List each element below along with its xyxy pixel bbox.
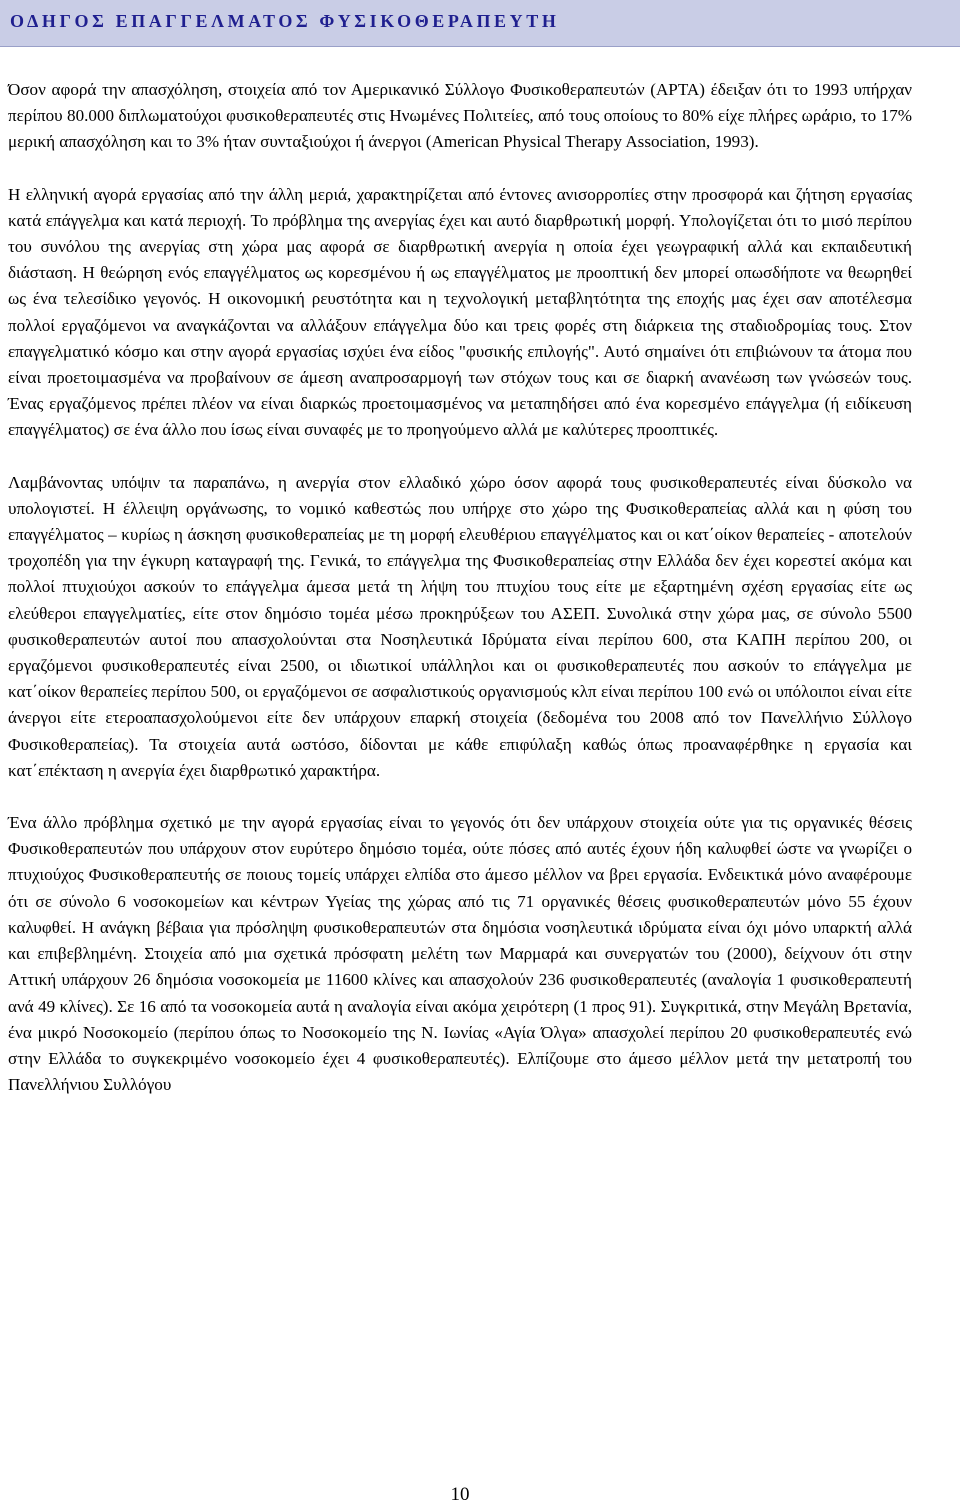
document-body <box>8 77 912 1098</box>
page-number: 10 <box>450 1484 470 1505</box>
paragraph-greek-labor-market: Η ελληνική αγορά εργασίας από την άλλη μεριά, χαρακτηρίζεται από έντονες ανισορροπίες στην προσφορά και ζήτηση εργασίας κατά επάγγελμα και κατά περιοχή. Το πρόβλημα της ανεργίας έχει και αυτό διαρθρωτική μορφή. Υπολογίζεται ότι το μισό περίπου του συνόλου της ανεργίας στη χώρα μας αφορά σε διαρθρωτική ανεργία η οποία έχει γεωγραφική αλλά και εκπαιδευτική διάσταση. Η θεώρηση ενός επαγγέλματος ως κορεσμένου ή ως επαγγέλματος με προοπτική δεν μπορεί οπωσδήποτε να θεωρηθεί ως ένα τελεσίδικο γεγονός. Η οικονομική ρευστότητα και η τεχνολογική μεταβλητότητα της εποχής μας έχει σαν αποτέλεσμα πολλοί εργαζόμενοι να αναγκάζονται να αλλάξουν επάγγελμα δύο και τρεις φορές στη διάρκεια της σταδιοδρομίας τους. Στον επαγγελματικό κόσμο και στην αγορά εργασίας ισχύει ένα είδος "φυσικής επιλογής". Αυτό σημαίνει ότι επιβιώνουν τα άτομα που είναι προετοιμασμένα να προβαίνουν σε άμεση αναπροσαρμογή των στόχων τους και σε διαρκή ανανέωση των γνώσεών τους. Ένας εργαζόμενος πρέπει πλέον να είναι διαρκώς προετοιμασμένος να μεταπηδήσει από ένα κορεσμένο επάγγελμα (ή ειδίκευση επαγγέλματος) σε ένα άλλο που ίσως είναι συναφές με το προηγούμενο αλλά με καλύτερες προοπτικές. <box>8 184 912 440</box>
header-bar <box>0 0 960 47</box>
paragraph-employment-usa: Όσον αφορά την απασχόληση, στοιχεία από τον Αμερικανικό Σύλλογο Φυσικοθεραπευτών (APTA) έδειξαν ότι το 1993 υπήρχαν περίπου 80.000 διπλωματούχοι φυσικοθεραπευτές στις Ηνωμένες Πολιτείες, από τους οποίους το 80% είχε πλήρες ωράριο, το 17% μερική απασχόληση και το 3% ήταν συνταξιούχοι ή άνεργοι (American Physical Therapy Association, 1993). <box>8 80 912 152</box>
paragraph-unemployment-greece: Λαμβάνοντας υπόψιν τα παραπάνω, η ανεργία στον ελλαδικό χώρο όσον αφορά τους φυσικοθεραπευτές είναι δύσκολο να υπολογιστεί. Η έλλειψη οργάνωσης, το νομικό καθεστώς που υπήρχε στο χώρο της Φυσικοθεραπείας αλλά και η φύση του επαγγέλματος – κυρίως η άσκηση φυσικοθεραπείας με τη μορφή ελευθέριου επαγγέλματος και οι κατ΄οίκον θεραπείες - αποτελούν τροχοπέδη για την έγκυρη καταγραφή της. Γενικά, το επάγγελμα της Φυσικοθεραπείας στην Ελλάδα δεν έχει κορεστεί ακόμα και πολλοί πτυχιούχοι ασκούν το επάγγελμα άμεσα μετά τη λήψη του πτυχίου τους είτε με εξαρτημένη σχέση εργασίας είτε ως ελεύθεροι επαγγελματίες, είτε στον δημόσιο τομέα μέσω προκηρύξεων του ΑΣΕΠ. Συνολικά στην χώρα μας, σε σύνολο 5500 φυσικοθεραπευτών αυτοί που απασχολούνται στα Νοσηλευτικά Ιδρύματα είναι περίπου 600, στα ΚΑΠΗ περίπου 200, οι εργαζόμενοι φυσικοθεραπευτές είναι 2500, οι ιδιωτικοί υπάλληλοι και οι φυσικοθεραπευτές που ασκούν το επάγγελμα με κατ΄οίκον θεραπείες περίπου 500, οι εργαζόμενοι σε ασφαλιστικούς οργανισμούς κλπ είναι περίπου 100 ενώ οι υπόλοιποι είναι είτε άνεργοι είτε ετεροαπασχολούμενοι είτε δεν υπάρχουν επαρκή στοιχεία (δεδομένα του 2008 από τον Πανελλήνιο Σύλλογο Φυσικοθεραπείας). Τα στοιχεία αυτά ωστόσο, δίδονται με κάθε επιφύλαξη καθώς όπως προαναφέρθηκε η εργασία και κατ΄επέκταση η ανεργία έχει διαρθρωτικό χαρακτήρα. <box>8 472 912 780</box>
document-header-title: ΟΔΗΓΟΣ ΕΠΑΓΓΕΛΜΑΤΟΣ ΦΥΣΙΚΟΘΕΡΑΠΕΥΤΗ <box>10 11 560 31</box>
paragraph-public-sector-positions: Ένα άλλο πρόβλημα σχετικό με την αγορά εργασίας είναι το γεγονός ότι δεν υπάρχουν στοιχεία ούτε για τις οργανικές θέσεις Φυσικοθεραπευτών που υπάρχουν στον ευρύτερο δημόσιο τομέα, ούτε πόσες από αυτές έχουν ήδη καλυφθεί ώστε να γνωρίζει ο πτυχιούχος Φυσικοθεραπευτής σε ποιους τομείς υπάρχει ελπίδα στο άμεσο μέλλον να βρει εργασία. Ενδεικτικά μόνο αναφέρουμε ότι σε σύνολο 6 νοσοκομείων και κέντρων Υγείας της χώρας από τις 71 οργανικές θέσεις φυσικοθεραπευτών μόνο 55 έχουν καλυφθεί. Η ανάγκη βέβαια για πρόσληψη φυσικοθεραπευτών στα δημόσια νοσηλευτικά ιδρύματα είναι όχι μόνο υπαρκτή αλλά και επιβεβλημένη. Στοιχεία από μια σχετικά πρόσφατη μελέτη των Μαρμαρά και συνεργατών του (2000), δείχνουν ότι στην Αττική υπάρχουν 26 δημόσια νοσοκομεία με 11600 κλίνες και απασχολούν 236 φυσικοθεραπευτές (αναλογία 1 φυσικοθεραπευτή ανά 49 κλίνες). Σε 16 από τα νοσοκομεία αυτά η αναλογία είναι ακόμα χειρότερη (1 προς 91). Συγκριτικά, στην Μεγάλη Βρετανία, ένα μικρό Νοσοκομείο (περίπου όπως το Νοσοκομείο της Ν. Ιωνίας «Αγία Όλγα» απασχολεί περίπου 20 φυσικοθεραπευτές ενώ στην Ελλάδα το συγκεκριμένο νοσοκομείο έχει 4 φυσικοθεραπευτές). Ελπίζουμε στο άμεσο μέλλον μετά την μετατροπή του Πανελλήνιου Συλλόγου <box>8 813 912 1095</box>
